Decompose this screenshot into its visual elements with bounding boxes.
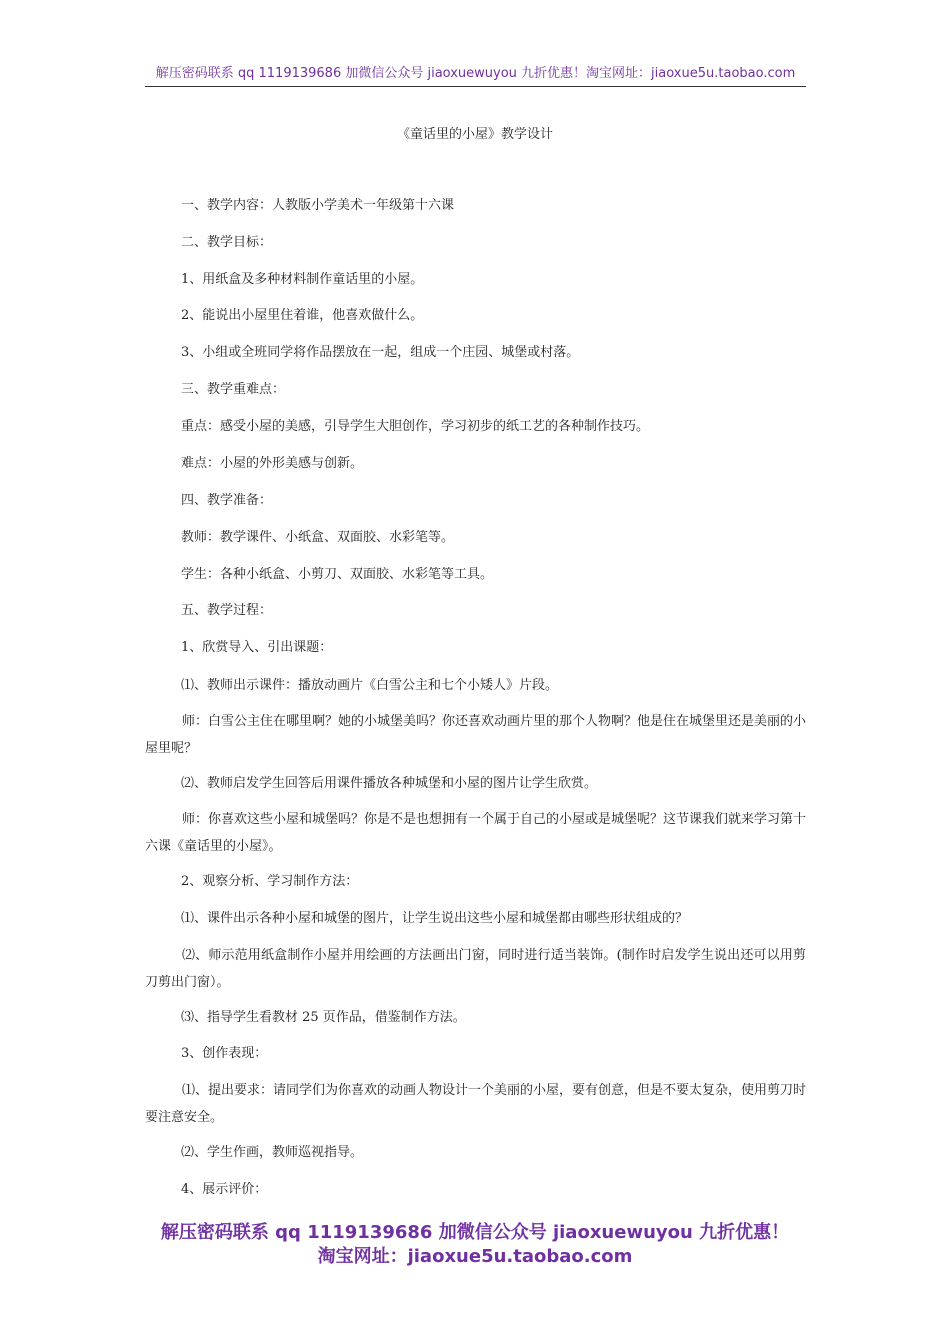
step-2-item-3: ⑶、指导学生看教材 25 页作品，借鉴制作方法。 xyxy=(181,1010,466,1025)
teacher-dialogue-1: 师：白雪公主住在哪里啊？她的小城堡美吗？你还喜欢动画片里的那个人物啊？他是住在城堡里还是美丽的小屋里呢？ xyxy=(145,714,807,756)
goal-item-3: 3、小组或全班同学将作品摆放在一起，组成一个庄园、城堡或村落。 xyxy=(181,345,580,360)
key-point: 重点：感受小屋的美感，引导学生大胆创作，学习初步的纸工艺的各种制作技巧。 xyxy=(181,419,650,434)
student-preparation: 学生：各种小纸盒、小剪刀、双面胶、水彩笔等工具。 xyxy=(181,567,494,582)
page-title: 《童话里的小屋》教学设计 xyxy=(396,127,553,142)
teacher-preparation: 教师：教学课件、小纸盒、双面胶、水彩笔等。 xyxy=(181,530,455,545)
section-preparation: 四、教学准备： xyxy=(181,493,273,508)
difficult-point: 难点：小屋的外形美感与创新。 xyxy=(181,456,364,471)
goal-item-2: 2、能说出小屋里住着谁，他喜欢做什么。 xyxy=(181,308,424,323)
section-process: 五、教学过程： xyxy=(181,603,273,618)
step-3-heading: 3、创作表现： xyxy=(181,1046,268,1061)
goal-item-1: 1、用纸盒及多种材料制作童话里的小屋。 xyxy=(181,272,424,287)
footer-watermark-line-2: 淘宝网址：jiaoxue5u.taobao.com xyxy=(317,1246,633,1267)
section-key-points: 三、教学重难点： xyxy=(181,382,286,397)
step-2-item-2: ⑵、师示范用纸盒制作小屋并用绘画的方法画出门窗，同时进行适当装饰。(制作时启发学生说出还可以用剪刀剪出门窗）。 xyxy=(145,948,806,990)
step-4-heading: 4、展示评价： xyxy=(181,1182,268,1197)
header-watermark: 解压密码联系 qq 1119139686 加微信公众号 jiaoxuewuyou 九折优惠！淘宝网址：jiaoxue5u.taobao.com xyxy=(145,66,806,87)
step-1-item-2: ⑵、教师启发学生回答后用课件播放各种城堡和小屋的图片让学生欣赏。 xyxy=(181,776,598,791)
step-2-heading: 2、观察分析、学习制作方法： xyxy=(181,874,359,889)
footer-watermark-line-1: 解压密码联系 qq 1119139686 加微信公众号 jiaoxuewuyou 九折优惠！ xyxy=(160,1222,790,1243)
step-1-item-1: ⑴、教师出示课件：播放动画片《白雪公主和七个小矮人》片段。 xyxy=(181,678,559,693)
teacher-dialogue-2: 师：你喜欢这些小屋和城堡吗？你是不是也想拥有一个属于自己的小屋或是城堡呢？这节课我们就来学习第十六课《童话里的小屋》。 xyxy=(145,812,807,854)
section-teaching-content: 一、教学内容：人教版小学美术一年级第十六课 xyxy=(181,198,455,213)
section-teaching-goals: 二、教学目标： xyxy=(181,235,273,250)
step-3-item-1: ⑴、提出要求：请同学们为你喜欢的动画人物设计一个美丽的小屋，要有创意，但是不要太复杂，使用剪刀时要注意安全。 xyxy=(145,1083,807,1125)
step-3-item-2: ⑵、学生作画，教师巡视指导。 xyxy=(181,1145,364,1160)
step-2-item-1: ⑴、课件出示各种小屋和城堡的图片，让学生说出这些小屋和城堡都由哪些形状组成的？ xyxy=(181,911,689,926)
step-1-heading: 1、欣赏导入、引出课题： xyxy=(181,640,333,655)
